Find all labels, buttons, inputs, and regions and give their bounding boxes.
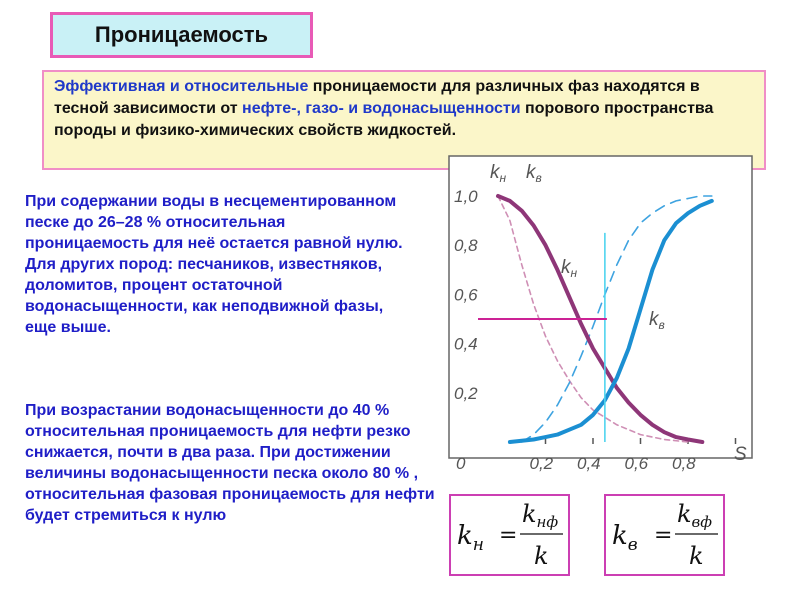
x-tick-label: 0,4 bbox=[577, 454, 601, 473]
y-tick-label: 1,0 bbox=[454, 187, 478, 206]
formula-water-num: $k_{вф}$ bbox=[677, 500, 713, 531]
y-tick-label: 0,6 bbox=[454, 285, 478, 305]
y-tick-label: 0,8 bbox=[454, 236, 478, 256]
y-axis-label-kn: $k_н$ bbox=[490, 162, 507, 185]
x-tick-label: 0,2 bbox=[529, 454, 554, 473]
formula-water-lhs: $k_в$ bbox=[612, 521, 638, 555]
intro-highlight-2: нефте-, газо- и водонасыщенности bbox=[242, 100, 521, 117]
x-axis-label: S bbox=[734, 444, 747, 465]
paragraph-water-saturation: При возрастании водонасыщенности до 40 % относительная проницаемость для нефти резко снижается, почти в два раза. При достижении величины водонасыщенности песка около 80 % , относительная фазовая проницаемость для нефти будет стремиться к нулю bbox=[25, 402, 435, 524]
curve-label-kn: $k_н$ bbox=[561, 257, 578, 280]
page-title: Проницаемость bbox=[50, 12, 313, 58]
x-tick-label: 0,8 bbox=[672, 454, 696, 473]
paragraph-water-content: При содержании воды в несцементированном песке до 26–28 % относительная проницаемость для неё остается равной нулю. Для других пород: песчаников, известняков, доломитов, процент остаточной водонасыщенности, как неподвижной фазы, еще выше. bbox=[25, 193, 403, 336]
formula-oil-eq: = bbox=[499, 523, 518, 548]
y-tick-label: 0,4 bbox=[454, 334, 478, 354]
formula-oil-den: k bbox=[534, 542, 549, 570]
formula-water bbox=[604, 494, 725, 576]
permeability-chart bbox=[440, 155, 760, 480]
formula-water-eq: = bbox=[654, 523, 673, 548]
intro-text-2: проницаемости для различных фаз находятся в тесной зависимости от bbox=[54, 78, 700, 117]
x-tick-label: 0,6 bbox=[624, 454, 649, 473]
x-tick-label: 0 bbox=[456, 454, 466, 473]
formula-oil bbox=[449, 494, 570, 576]
y-tick-label: 0,2 bbox=[454, 383, 478, 403]
intro-text-4: порового пространства породы и физико-химических свойств жидкостей. bbox=[54, 100, 714, 139]
formula-water-den: k bbox=[689, 542, 704, 570]
intro-highlight-1: Эффективная и относительные bbox=[54, 78, 309, 95]
formula-oil-num: $k_{нф}$ bbox=[522, 500, 559, 531]
formula-oil-lhs: $k_н$ bbox=[457, 521, 484, 555]
y-axis-label-kv: $k_в$ bbox=[526, 162, 542, 185]
curve-label-kv: $k_в$ bbox=[649, 309, 665, 332]
